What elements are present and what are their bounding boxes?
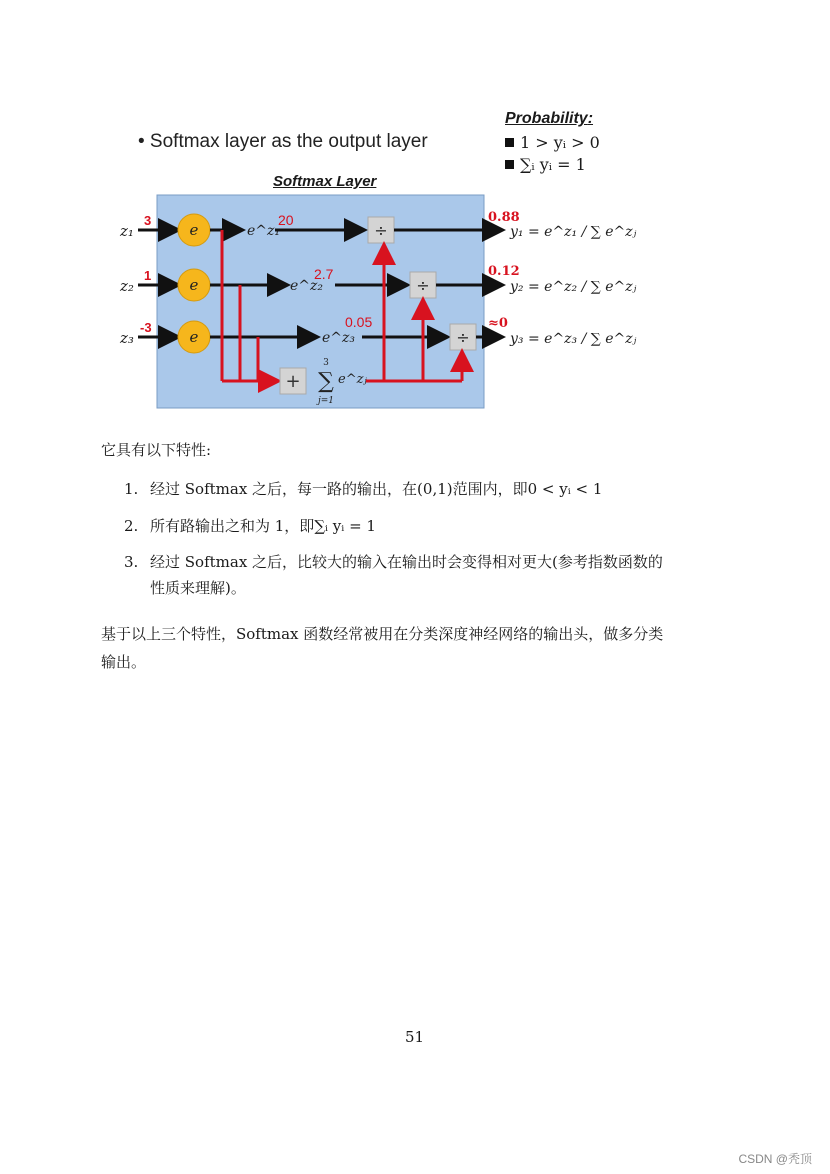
- intro-text: 它具有以下特性:: [101, 441, 212, 459]
- exp-label-1: e^z₁: [247, 223, 281, 239]
- summary-line-2: 输出。: [101, 653, 147, 671]
- page-number: 51: [405, 1028, 425, 1046]
- list-text-3b: 性质来理解)。: [150, 579, 246, 597]
- list-text-2: 所有路输出之和为 1，即∑ᵢ yᵢ = 1: [150, 517, 376, 535]
- summary-paragraph: [101, 620, 721, 676]
- output-value-3: ≈0: [488, 316, 508, 331]
- softmax-diagram: [100, 105, 660, 420]
- watermark: CSDN @秃顶: [738, 1152, 812, 1166]
- exp-value-1: 20: [278, 212, 294, 228]
- prob-item-1: 1 > yᵢ > 0: [505, 133, 600, 152]
- exp-node-label-1: e: [189, 221, 199, 239]
- input-value-3: -3: [140, 320, 152, 335]
- sum-bottom: j=1: [317, 396, 335, 406]
- list-text-3a: 经过 Softmax 之后，比较大的输入在输出时会变得相对更大(参考指数函数的: [150, 553, 663, 571]
- output-value-1: 0.88: [488, 210, 520, 225]
- output-formula-1: y₁ = e^z₁ / ∑ e^zⱼ: [510, 224, 637, 240]
- input-value-1: 3: [144, 213, 152, 228]
- sum-symbol: ∑: [318, 369, 334, 394]
- list-num-1: 1.: [124, 480, 139, 498]
- exp-value-2: 2.7: [314, 266, 334, 282]
- sum-term: e^zⱼ: [338, 372, 367, 387]
- exp-value-3: 0.05: [345, 314, 373, 330]
- input-value-2: 1: [144, 268, 152, 283]
- list-num-2: 2.: [124, 517, 139, 535]
- list-item-1: [124, 476, 602, 502]
- output-formula-2: y₂ = e^z₂ / ∑ e^zⱼ: [510, 279, 637, 295]
- list-num-3: 3.: [124, 553, 139, 571]
- output-formula-3: y₃ = e^z₃ / ∑ e^zⱼ: [510, 331, 637, 347]
- output-value-2: 0.12: [488, 264, 520, 279]
- softmax-figure: [100, 105, 660, 420]
- sum-top: 3: [323, 358, 329, 368]
- input-label-3: z₃: [120, 329, 134, 347]
- input-label-1: z₁: [120, 222, 134, 240]
- probability-title: Probability:: [505, 110, 594, 127]
- divide-sign-1: ÷: [374, 221, 388, 240]
- divide-sign-3: ÷: [456, 328, 470, 347]
- divide-sign-2: ÷: [416, 276, 430, 295]
- input-label-2: z₂: [120, 277, 134, 295]
- exp-node-label-2: e: [189, 276, 199, 294]
- prob-item-2: ∑ᵢ yᵢ = 1: [505, 155, 586, 174]
- list-item-2: [124, 513, 376, 539]
- exp-label-2: e^z₂: [290, 278, 324, 294]
- exp-label-3: e^z₃: [322, 330, 356, 346]
- figure-bullet: • Softmax layer as the output layer: [138, 131, 428, 152]
- list-text-1: 经过 Softmax 之后，每一路的输出，在(0,1)范围内，即0 < yᵢ < 1: [150, 480, 603, 498]
- exp-node-label-3: e: [189, 328, 199, 346]
- summary-line-1: 基于以上三个特性，Softmax 函数经常被用在分类深度神经网络的输出头，做多分类: [101, 625, 664, 643]
- list-item-3: [124, 549, 663, 601]
- softmax-layer-title: Softmax Layer: [273, 173, 377, 190]
- plus-sign: +: [285, 371, 301, 392]
